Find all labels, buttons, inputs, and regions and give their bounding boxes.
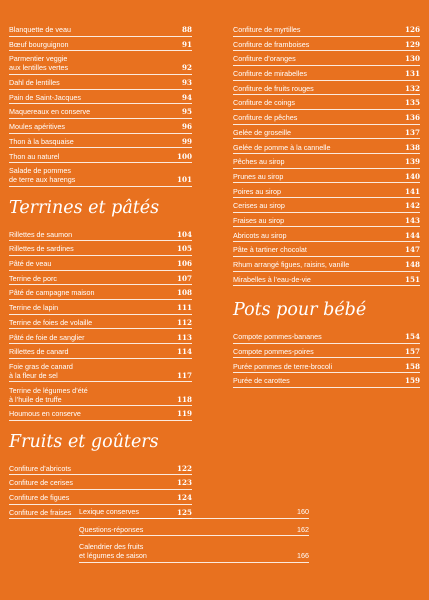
toc-entry: [233, 98, 420, 110]
toc-entry-page-number: 107: [176, 273, 192, 283]
toc-entry-page-number: 111: [176, 303, 192, 313]
toc-entry: [9, 478, 192, 490]
toc-entry: [9, 78, 192, 90]
toc-entry-page-number: 101: [176, 175, 192, 185]
toc-entry-title: Confiture d’oranges: [233, 54, 296, 64]
toc-entry-title: Terrine de légumes d’été à l’huile de truffe: [9, 385, 88, 404]
toc-entry-title: Pâté de campagne maison: [9, 288, 95, 298]
toc-entry-page-number: 122: [176, 463, 192, 473]
toc-entry-title: Abricots au sirop: [233, 230, 287, 240]
toc-entry: [79, 542, 309, 563]
toc-entry: [233, 362, 420, 374]
toc-entry: [233, 231, 420, 243]
toc-entry-title: Pêches au sirop: [233, 157, 285, 167]
toc-entry: [9, 333, 192, 345]
toc-entry: [233, 260, 420, 272]
toc-entry-page-number: 92: [181, 63, 192, 73]
toc-entry-page-number: 94: [181, 92, 192, 102]
toc-entry-page-number: 162: [297, 524, 309, 534]
toc-entry-title: Fraises au sirop: [233, 215, 285, 225]
toc-entry: [9, 152, 192, 164]
toc-entry: [9, 347, 192, 359]
toc-entry: [9, 40, 192, 52]
toc-entry-page-number: 148: [404, 260, 420, 269]
toc-entry: [9, 54, 192, 75]
toc-entry: [9, 274, 192, 286]
toc-entry-page-number: 130: [404, 54, 420, 64]
toc-entry-title: Confiture de pêches: [233, 113, 298, 123]
toc-entry: [9, 409, 192, 421]
toc-entry-title: Maquereaux en conserve: [9, 107, 91, 117]
entry-list: [233, 332, 420, 388]
toc-entry-title: Confiture de fruits rouges: [233, 83, 314, 93]
toc-entry: [233, 40, 420, 52]
toc-entry-title: Compote pommes-bananes: [233, 332, 322, 342]
toc-entry-page-number: 136: [404, 113, 420, 123]
toc-entry: [9, 362, 192, 383]
toc-entry: [233, 25, 420, 37]
toc-entry-title: Bœuf bourguignon: [9, 39, 69, 49]
toc-entry-page-number: 137: [404, 127, 420, 137]
toc-entry-title: Rillettes de saumon: [9, 229, 73, 239]
toc-entry-page-number: 140: [404, 171, 420, 181]
toc-entry-title: Confiture de cerises: [9, 478, 73, 488]
toc-entry-page-number: 113: [176, 332, 192, 342]
toc-entry-page-number: 129: [404, 39, 420, 49]
toc-entry: [9, 259, 192, 271]
toc-entry-page-number: 158: [404, 361, 420, 371]
toc-entry-page-number: 138: [404, 142, 420, 152]
toc-entry: [9, 166, 192, 187]
toc-entry-title: Pâté de foie de sanglier: [9, 332, 85, 342]
toc-entry-title: Rhum arrangé figues, raisins, vanille: [233, 260, 350, 269]
toc-entry-title: Confiture de mirabelles: [233, 69, 307, 79]
toc-entry: [233, 157, 420, 169]
toc-entry-title: Houmous en conserve: [9, 409, 81, 419]
toc-entry-title: Pain de Saint-Jacques: [9, 92, 81, 102]
toc-entry-title: Gelée de pomme à la cannelle: [233, 142, 331, 152]
toc-entry-page-number: 131: [404, 69, 420, 79]
toc-entry-page-number: 88: [181, 25, 192, 34]
toc-entry-page-number: 142: [404, 201, 420, 211]
toc-entry: [233, 376, 420, 388]
toc-entry-page-number: 91: [181, 39, 192, 49]
toc-entry: [233, 347, 420, 359]
toc-entry-title: Terrine de porc: [9, 273, 57, 283]
toc-entry-page-number: 118: [176, 394, 192, 404]
right-column: [233, 25, 420, 391]
toc-entry: [9, 244, 192, 256]
toc-entry-title: Gelée de groseille: [233, 127, 291, 137]
toc-entry-title: Pâté de veau: [9, 259, 52, 269]
toc-entry-page-number: 151: [404, 274, 420, 284]
toc-entry-page-number: 108: [176, 288, 192, 298]
toc-entry-page-number: 125: [176, 507, 192, 517]
toc-entry: [233, 216, 420, 228]
toc-entry-page-number: 154: [404, 332, 420, 342]
toc-entry: [9, 25, 192, 37]
toc-entry-page-number: 93: [181, 78, 192, 88]
toc-entry: [233, 332, 420, 344]
entry-list: [233, 25, 420, 286]
toc-entry: [9, 493, 192, 505]
toc-entry-title: Confiture de coings: [233, 98, 295, 108]
toc-entry: [233, 69, 420, 81]
toc-entry-page-number: 106: [176, 259, 192, 269]
toc-entry-page-number: 124: [176, 493, 192, 503]
toc-entry: [9, 230, 192, 242]
toc-entry-page-number: 96: [181, 122, 192, 132]
toc-entry-page-number: 95: [181, 107, 192, 117]
toc-entry-page-number: 105: [176, 244, 192, 254]
toc-entry-title: Blanquette de veau: [9, 25, 71, 34]
toc-entry-page-number: 166: [297, 551, 309, 560]
toc-entry: [9, 93, 192, 105]
appendix-list: [79, 507, 309, 569]
toc-entry: [9, 122, 192, 134]
left-column: [9, 25, 192, 523]
section-title-fruits: Fruits et goûters: [9, 431, 159, 452]
toc-entry: [233, 245, 420, 257]
toc-entry: [9, 288, 192, 300]
toc-entry: [9, 137, 192, 149]
toc-entry-title: Confiture de fraises: [9, 507, 72, 517]
toc-entry-title: Thon à la basquaise: [9, 136, 74, 146]
entry-list: [9, 25, 192, 187]
toc-entry-title: Foie gras de canard à la fleur de sel: [9, 361, 73, 380]
toc-entry: [79, 507, 309, 519]
toc-entry-title: Confiture d’abricots: [9, 463, 71, 473]
toc-entry: [233, 113, 420, 125]
toc-entry-title: Calendrier des fruits et légumes de saison: [79, 542, 147, 560]
toc-entry-page-number: 147: [404, 245, 420, 255]
toc-entry: [233, 84, 420, 96]
toc-entry-title: Mirabelles à l’eau-de-vie: [233, 274, 311, 284]
toc-entry: [9, 386, 192, 407]
toc-entry-title: Compote pommes-poires: [233, 346, 314, 356]
entry-list: [9, 230, 192, 421]
toc-entry-title: Rillettes de canard: [9, 347, 69, 357]
toc-entry-page-number: 144: [404, 230, 420, 240]
toc-entry: [233, 172, 420, 184]
toc-entry-page-number: 135: [404, 98, 420, 108]
toc-entry-page-number: 126: [404, 25, 420, 34]
toc-entry: [233, 54, 420, 66]
toc-entry-title: Parmentier veggie aux lentilles vertes: [9, 54, 69, 73]
toc-entry-title: Thon au naturel: [9, 151, 60, 161]
section-title-bebe: Pots pour bébé: [233, 300, 367, 321]
toc-entry-page-number: 160: [297, 507, 309, 516]
toc-entry-page-number: 141: [404, 186, 420, 196]
toc-entry: [233, 128, 420, 140]
toc-entry-title: Questions-réponses: [79, 524, 144, 534]
toc-entry-title: Prunes au sirop: [233, 171, 284, 181]
toc-entry-page-number: 112: [176, 317, 192, 327]
toc-entry-title: Dahl de lentilles: [9, 78, 60, 88]
toc-entry: [9, 107, 192, 119]
toc-entry-page-number: 143: [404, 215, 420, 225]
toc-entry-page-number: 119: [176, 409, 192, 419]
toc-entry-page-number: 139: [404, 157, 420, 167]
toc-entry-page-number: 123: [176, 478, 192, 488]
toc-entry-title: Terrine de lapin: [9, 303, 59, 313]
toc-entry-title: Lexique conserves: [79, 507, 139, 516]
toc-entry-title: Cerises au sirop: [233, 201, 285, 211]
toc-entry-page-number: 99: [181, 136, 192, 146]
toc-entry-title: Poires au sirop: [233, 186, 281, 196]
toc-entry-title: Salade de pommes de terre aux harengs: [9, 166, 76, 185]
toc-entry-page-number: 100: [176, 151, 192, 161]
toc-entry: [233, 201, 420, 213]
toc-entry-title: Terrine de foies de volaille: [9, 317, 93, 327]
toc-entry-title: Confiture de figues: [9, 493, 70, 503]
toc-entry: [233, 143, 420, 155]
toc-entry-title: Pâte à tartiner chocolat: [233, 245, 307, 255]
toc-entry: [233, 275, 420, 287]
toc-entry: [9, 303, 192, 315]
toc-entry-page-number: 132: [404, 83, 420, 93]
toc-entry: [79, 525, 309, 537]
toc-entry: [9, 318, 192, 330]
toc-entry-title: Confiture de framboises: [233, 39, 310, 49]
toc-entry-title: Rillettes de sardines: [9, 244, 74, 254]
toc-entry-title: Moules apéritives: [9, 122, 65, 132]
section-title-terrines: Terrines et pâtés: [9, 197, 160, 218]
toc-entry-page-number: 159: [404, 376, 420, 386]
toc-entry: [233, 187, 420, 199]
toc-entry-page-number: 117: [176, 370, 192, 380]
toc-entry-page-number: 114: [176, 347, 192, 357]
toc-entry-page-number: 157: [404, 346, 420, 356]
toc-entry-title: Purée de carottes: [233, 376, 290, 386]
toc-entry-title: Confiture de myrtilles: [233, 25, 301, 34]
toc-entry: [9, 464, 192, 476]
toc-entry-page-number: 104: [176, 229, 192, 239]
toc-entry-title: Purée pommes de terre-brocoli: [233, 361, 333, 371]
